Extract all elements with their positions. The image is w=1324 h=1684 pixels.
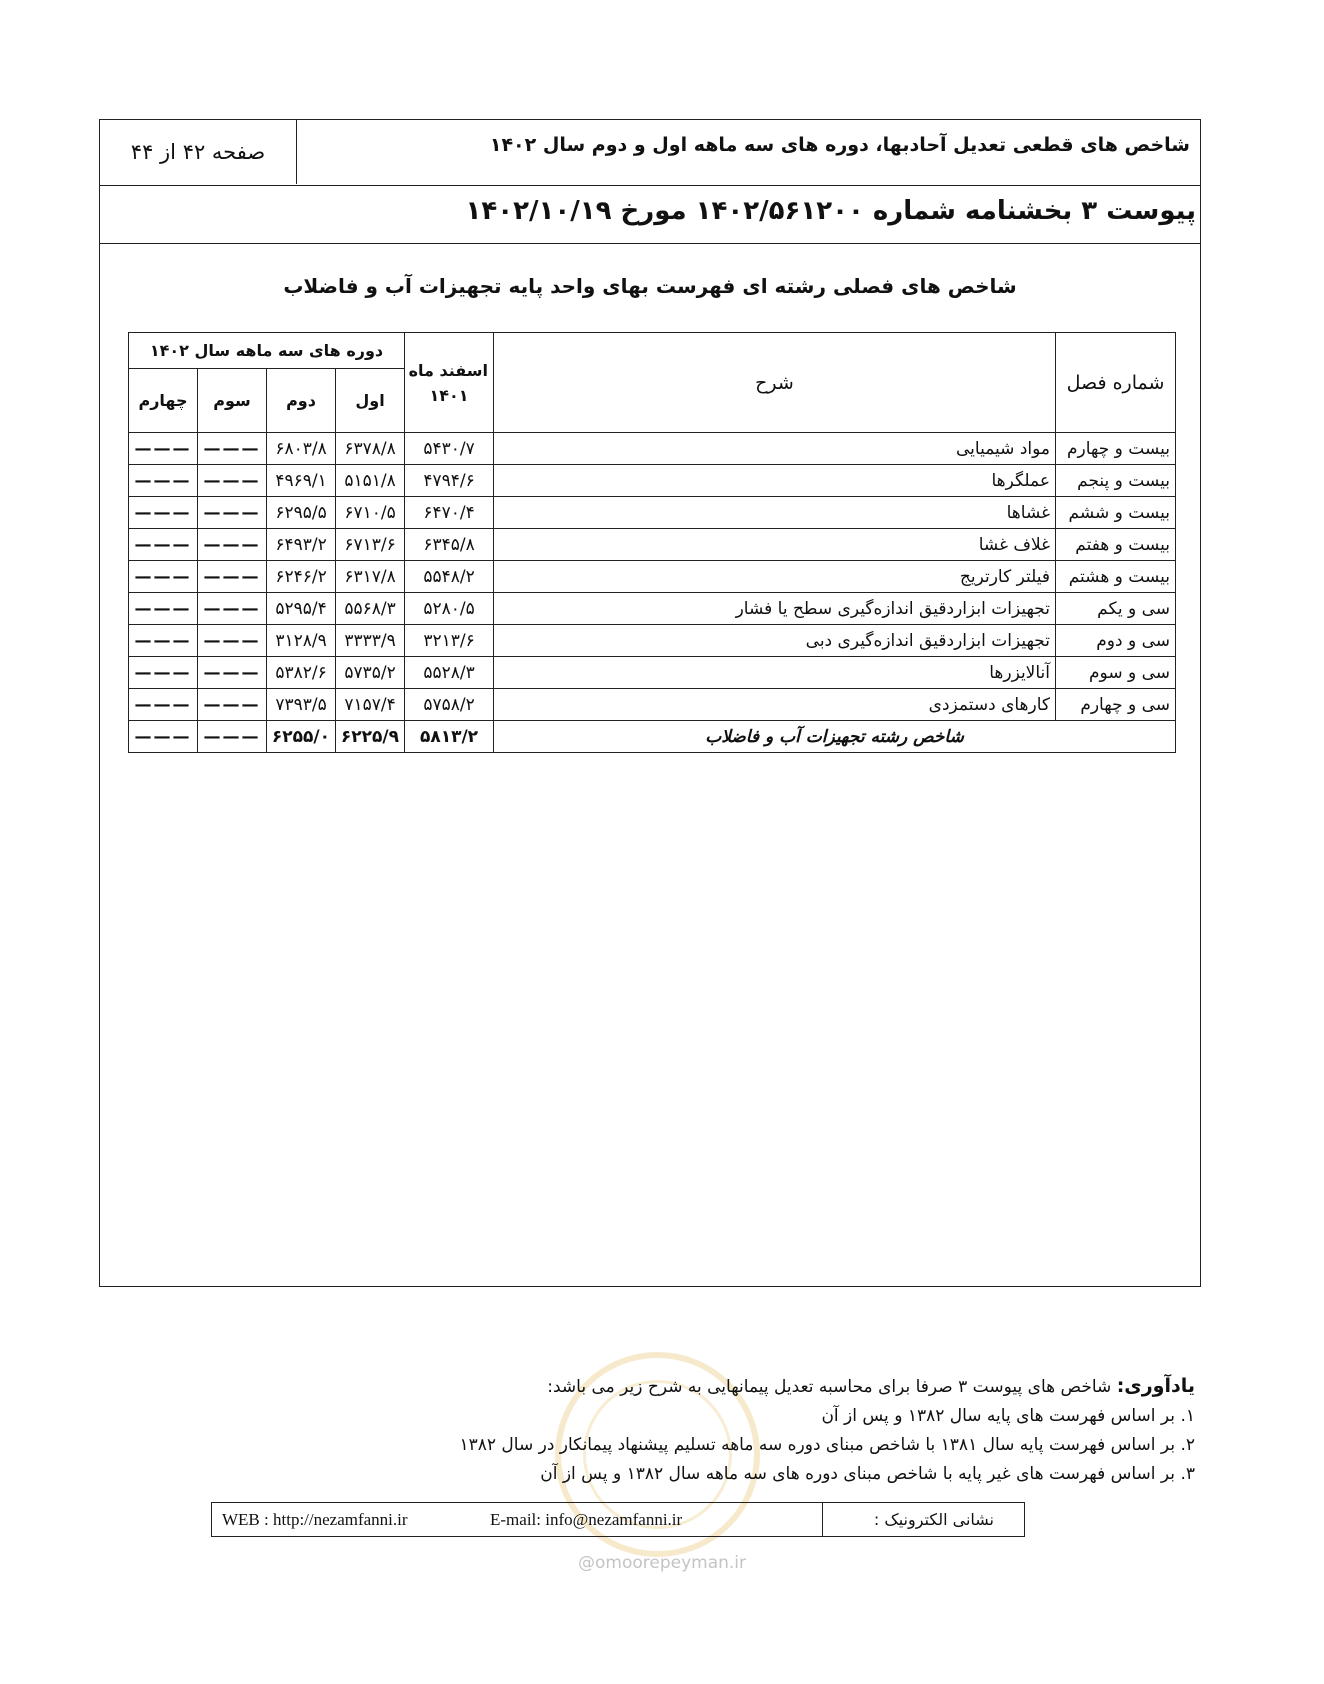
q1-cell: ۷۱۵۷/۴ bbox=[336, 689, 405, 721]
table-row bbox=[129, 497, 1176, 529]
chapter-cell: سی و دوم bbox=[1056, 625, 1176, 657]
header-quarters-group: دوره های سه ماهه سال ۱۴۰۲ bbox=[129, 333, 405, 369]
esfand-cell: ۵۵۲۸/۳ bbox=[405, 657, 494, 689]
description-cell: مواد شیمیایی bbox=[494, 433, 1056, 465]
description-cell: فیلتر کارتریج bbox=[494, 561, 1056, 593]
note-item: ۲. بر اساس فهرست پایه سال ۱۳۸۱ با شاخص مبنای دوره سه ماهه تسلیم پیشنهاد پیمانکار در سال ۱۳۸۲ bbox=[459, 1435, 1195, 1455]
header-row bbox=[100, 120, 1200, 186]
esfand-cell: ۶۴۷۰/۴ bbox=[405, 497, 494, 529]
header-q4: چهارم bbox=[129, 369, 198, 433]
table-row bbox=[129, 625, 1176, 657]
q4-cell: ——— bbox=[129, 529, 198, 561]
contact-web-link[interactable]: WEB : http://nezamfanni.ir bbox=[222, 1510, 408, 1529]
q2-cell: ۳۱۲۸/۹ bbox=[267, 625, 336, 657]
header-esfand-line1: اسفند ماه bbox=[408, 360, 489, 380]
q4-cell: ——— bbox=[129, 689, 198, 721]
contact-email-link[interactable]: E-mail: info@nezamfanni.ir bbox=[490, 1510, 683, 1529]
q2-cell: ۷۳۹۳/۵ bbox=[267, 689, 336, 721]
total-q1-cell: ۶۲۲۵/۹ bbox=[336, 721, 405, 753]
esfand-cell: ۳۲۱۳/۶ bbox=[405, 625, 494, 657]
q3-cell: ——— bbox=[198, 529, 267, 561]
chapter-cell: سی و یکم bbox=[1056, 593, 1176, 625]
description-cell: کارهای دستمزدی bbox=[494, 689, 1056, 721]
table-row bbox=[129, 433, 1176, 465]
q4-cell: ——— bbox=[129, 593, 198, 625]
q3-cell: ——— bbox=[198, 433, 267, 465]
watermark-text: @omoorepeyman.ir bbox=[577, 1553, 747, 1573]
q3-cell: ——— bbox=[198, 465, 267, 497]
q1-cell: ۵۱۵۱/۸ bbox=[336, 465, 405, 497]
description-cell: آنالایزرها bbox=[494, 657, 1056, 689]
contact-box bbox=[211, 1502, 1025, 1537]
total-q3-cell: ——— bbox=[198, 721, 267, 753]
total-q4-cell: ——— bbox=[129, 721, 198, 753]
total-row bbox=[129, 721, 1176, 753]
description-cell: تجهیزات ابزاردقیق اندازه‌گیری دبی bbox=[494, 625, 1056, 657]
header-q1: اول bbox=[336, 369, 405, 433]
header-q3: سوم bbox=[198, 369, 267, 433]
q4-cell: ——— bbox=[129, 657, 198, 689]
document-title: شاخص های قطعی تعدیل آحادبها، دوره های سه ماهه اول و دوم سال ۱۴۰۲ bbox=[489, 134, 1190, 156]
esfand-cell: ۵۲۸۰/۵ bbox=[405, 593, 494, 625]
appendix-row bbox=[100, 186, 1200, 244]
notes-section bbox=[335, 1372, 1195, 1489]
q2-cell: ۴۹۶۹/۱ bbox=[267, 465, 336, 497]
table-title: شاخص های فصلی رشته ای فهرست بهای واحد پایه تجهیزات آب و فاضلاب bbox=[283, 274, 1017, 298]
contact-label: نشانی الکترونیک : bbox=[822, 1503, 1024, 1536]
q3-cell: ——— bbox=[198, 593, 267, 625]
total-description-cell: شاخص رشته تجهیزات آب و فاضلاب bbox=[494, 721, 1176, 753]
total-q2-cell: ۶۲۵۵/۰ bbox=[267, 721, 336, 753]
esfand-cell: ۴۷۹۴/۶ bbox=[405, 465, 494, 497]
q1-cell: ۶۷۱۳/۶ bbox=[336, 529, 405, 561]
q4-cell: ——— bbox=[129, 625, 198, 657]
esfand-cell: ۶۳۴۵/۸ bbox=[405, 529, 494, 561]
q1-cell: ۵۵۶۸/۳ bbox=[336, 593, 405, 625]
q3-cell: ——— bbox=[198, 561, 267, 593]
table-row bbox=[129, 561, 1176, 593]
notes-intro-line bbox=[335, 1372, 1195, 1402]
appendix-title: پیوست ۳ بخشنامه شماره ۱۴۰۲/۵۶۱۲۰۰ مورخ ۱۴۰۲/۱۰/۱۹ bbox=[465, 196, 1196, 226]
notes-intro: شاخص های پیوست ۳ صرفا برای محاسبه تعدیل پیمانهایی به شرح زیر می باشد: bbox=[547, 1377, 1112, 1397]
description-cell: غشاها bbox=[494, 497, 1056, 529]
chapter-cell: بیست و هفتم bbox=[1056, 529, 1176, 561]
q2-cell: ۶۸۰۳/۸ bbox=[267, 433, 336, 465]
page-frame bbox=[99, 119, 1201, 1287]
q3-cell: ——— bbox=[198, 625, 267, 657]
table-row bbox=[129, 593, 1176, 625]
esfand-cell: ۵۵۴۸/۲ bbox=[405, 561, 494, 593]
esfand-cell: ۵۴۳۰/۷ bbox=[405, 433, 494, 465]
q2-cell: ۶۲۴۶/۲ bbox=[267, 561, 336, 593]
notes-heading: یادآوری: bbox=[1116, 1375, 1195, 1397]
table-row bbox=[129, 529, 1176, 561]
esfand-cell: ۵۷۵۸/۲ bbox=[405, 689, 494, 721]
header-chapter: شماره فصل bbox=[1056, 333, 1176, 433]
q1-cell: ۶۳۷۸/۸ bbox=[336, 433, 405, 465]
chapter-cell: سی و سوم bbox=[1056, 657, 1176, 689]
header-esfand-line2: ۱۴۰۱ bbox=[429, 385, 469, 405]
q2-cell: ۶۴۹۳/۲ bbox=[267, 529, 336, 561]
q4-cell: ——— bbox=[129, 561, 198, 593]
chapter-cell: بیست و پنجم bbox=[1056, 465, 1176, 497]
page-indicator: صفحه ۴۲ از ۴۴ bbox=[100, 120, 297, 184]
chapter-cell: سی و چهارم bbox=[1056, 689, 1176, 721]
chapter-cell: بیست و هشتم bbox=[1056, 561, 1176, 593]
note-item: ۳. بر اساس فهرست های غیر پایه با شاخص مبنای دوره های سه ماهه سال ۱۳۸۲ و پس از آن bbox=[540, 1464, 1195, 1484]
header-description: شرح bbox=[494, 333, 1056, 433]
q4-cell: ——— bbox=[129, 497, 198, 529]
q1-cell: ۶۷۱۰/۵ bbox=[336, 497, 405, 529]
description-cell: تجهیزات ابزاردقیق اندازه‌گیری سطح یا فشار bbox=[494, 593, 1056, 625]
description-cell: عملگرها bbox=[494, 465, 1056, 497]
q1-cell: ۵۷۳۵/۲ bbox=[336, 657, 405, 689]
table-row bbox=[129, 689, 1176, 721]
q2-cell: ۶۲۹۵/۵ bbox=[267, 497, 336, 529]
chapter-cell: بیست و ششم bbox=[1056, 497, 1176, 529]
table-row bbox=[129, 657, 1176, 689]
q2-cell: ۵۲۹۵/۴ bbox=[267, 593, 336, 625]
description-cell: غلاف غشا bbox=[494, 529, 1056, 561]
header-esfand bbox=[405, 333, 494, 433]
total-esfand-cell: ۵۸۱۳/۲ bbox=[405, 721, 494, 753]
q2-cell: ۵۳۸۲/۶ bbox=[267, 657, 336, 689]
q3-cell: ——— bbox=[198, 497, 267, 529]
index-table bbox=[128, 332, 1176, 753]
q4-cell: ——— bbox=[129, 433, 198, 465]
q3-cell: ——— bbox=[198, 657, 267, 689]
chapter-cell: بیست و چهارم bbox=[1056, 433, 1176, 465]
table-row bbox=[129, 465, 1176, 497]
q1-cell: ۶۳۱۷/۸ bbox=[336, 561, 405, 593]
note-item: ۱. بر اساس فهرست های پایه سال ۱۳۸۲ و پس از آن bbox=[821, 1406, 1195, 1426]
header-q2: دوم bbox=[267, 369, 336, 433]
q1-cell: ۳۳۳۳/۹ bbox=[336, 625, 405, 657]
q4-cell: ——— bbox=[129, 465, 198, 497]
q3-cell: ——— bbox=[198, 689, 267, 721]
